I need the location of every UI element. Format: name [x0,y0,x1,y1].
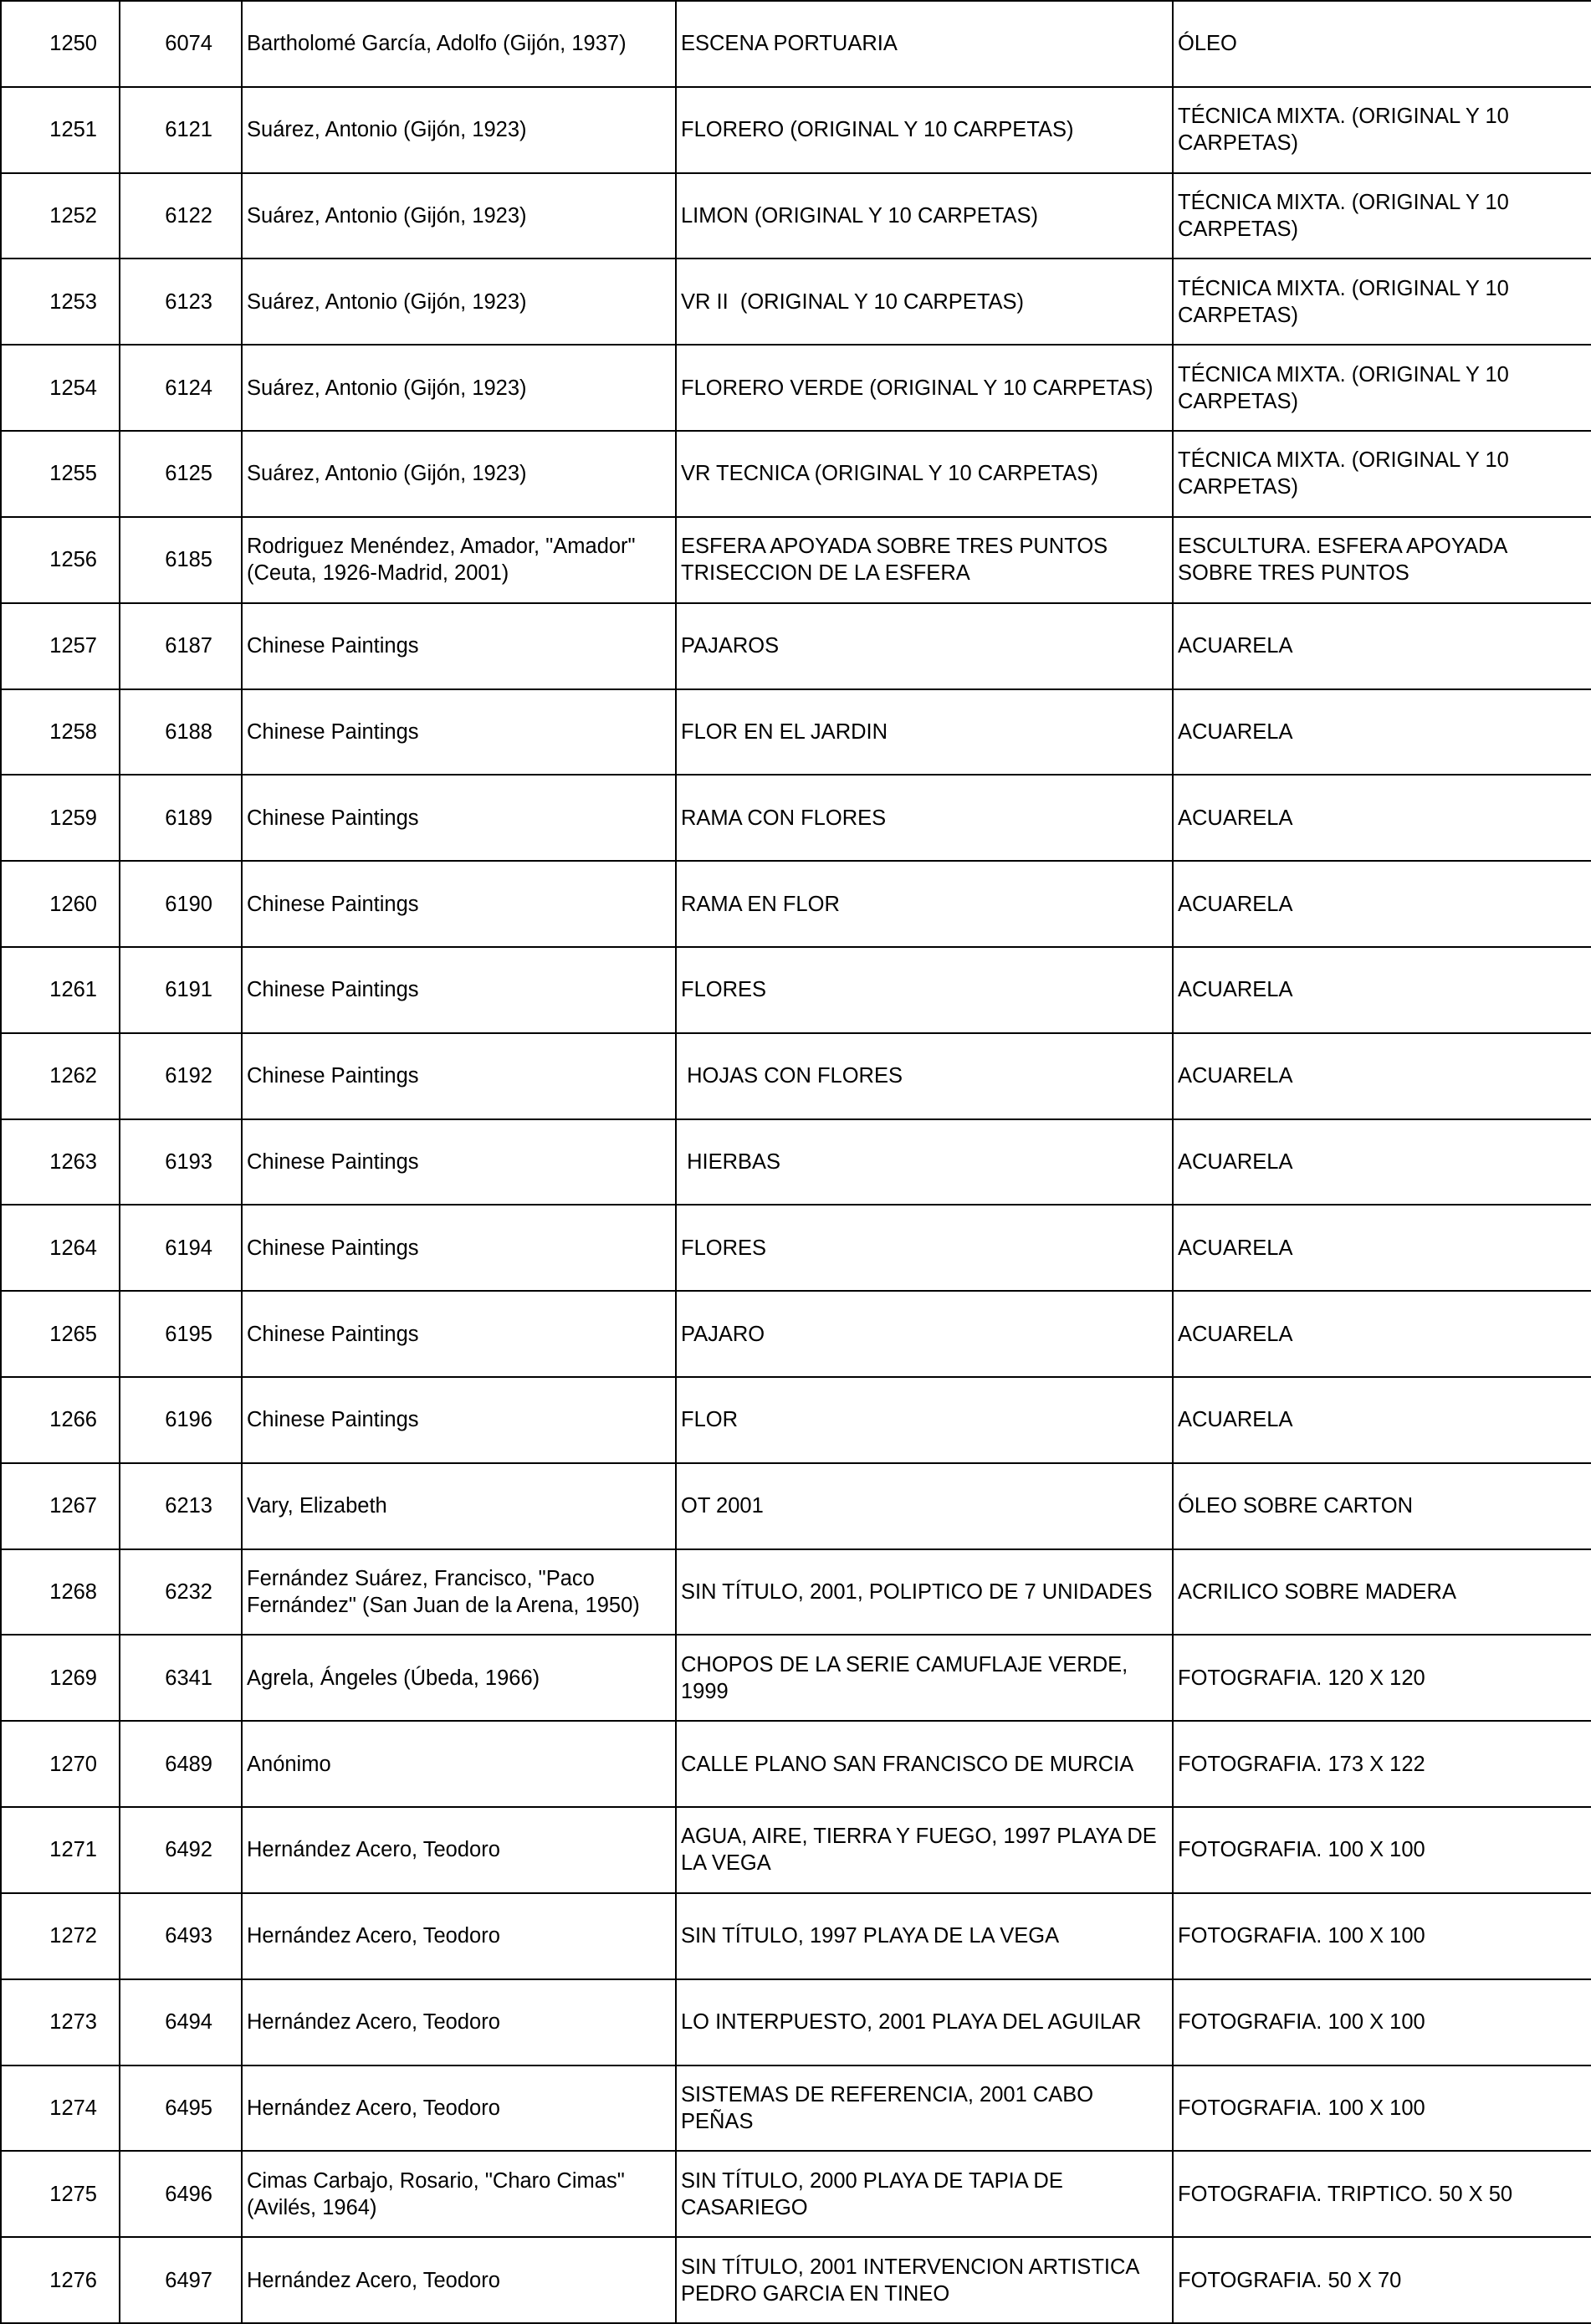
author-cell: Chinese Paintings [242,1119,676,1206]
title-cell: AGUA, AIRE, TIERRA Y FUEGO, 1997 PLAYA DE LA VEGA [676,1807,1173,1893]
register-number-cell: 6489 [120,1721,242,1807]
technique-cell: ACRILICO SOBRE MADERA [1173,1549,1591,1636]
technique-cell: ACUARELA [1173,1291,1591,1377]
register-number-cell: 6122 [120,173,242,259]
catalog-number-cell: 1269 [1,1635,120,1721]
table-row [1,2237,1591,2323]
register-number-cell: 6190 [120,861,242,947]
catalog-number-cell: 1271 [1,1807,120,1893]
register-number-cell: 6341 [120,1635,242,1721]
title-cell: LO INTERPUESTO, 2001 PLAYA DEL AGUILAR [676,1979,1173,2065]
catalog-number-cell: 1266 [1,1377,120,1463]
table-row [1,1549,1591,1636]
table-row [1,1721,1591,1807]
register-number-cell: 6187 [120,603,242,689]
table-row [1,1291,1591,1377]
table-row [1,1979,1591,2065]
author-cell: Chinese Paintings [242,947,676,1033]
catalog-number-cell: 1253 [1,259,120,345]
technique-cell: TÉCNICA MIXTA. (ORIGINAL Y 10 CARPETAS) [1173,259,1591,345]
author-cell: Chinese Paintings [242,1377,676,1463]
technique-cell: TÉCNICA MIXTA. (ORIGINAL Y 10 CARPETAS) [1173,345,1591,431]
register-number-cell: 6121 [120,87,242,173]
author-cell: Cimas Carbajo, Rosario, "Charo Cimas" (Avilés, 1964) [242,2151,676,2237]
catalog-number-cell: 1272 [1,1893,120,1979]
title-cell: OT 2001 [676,1463,1173,1549]
register-number-cell: 6125 [120,431,242,517]
table-row [1,861,1591,947]
technique-cell: ÓLEO SOBRE CARTON [1173,1463,1591,1549]
table-row [1,173,1591,259]
register-number-cell: 6185 [120,517,242,603]
title-cell: SIN TÍTULO, 2000 PLAYA DE TAPIA DE CASARIEGO [676,2151,1173,2237]
author-cell: Hernández Acero, Teodoro [242,2237,676,2323]
register-number-cell: 6213 [120,1463,242,1549]
register-number-cell: 6188 [120,689,242,776]
title-cell: SIN TÍTULO, 2001, POLIPTICO DE 7 UNIDADES [676,1549,1173,1636]
title-cell: SISTEMAS DE REFERENCIA, 2001 CABO PEÑAS [676,2065,1173,2152]
author-cell: Hernández Acero, Teodoro [242,1807,676,1893]
title-cell: VR II (ORIGINAL Y 10 CARPETAS) [676,259,1173,345]
title-cell: ESCENA PORTUARIA [676,1,1173,87]
author-cell: Suárez, Antonio (Gijón, 1923) [242,87,676,173]
register-number-cell: 6494 [120,1979,242,2065]
author-cell: Chinese Paintings [242,861,676,947]
technique-cell: TÉCNICA MIXTA. (ORIGINAL Y 10 CARPETAS) [1173,173,1591,259]
catalog-number-cell: 1262 [1,1033,120,1119]
table-row [1,345,1591,431]
catalog-number-cell: 1254 [1,345,120,431]
catalog-number-cell: 1252 [1,173,120,259]
catalog-number-cell: 1264 [1,1205,120,1291]
catalog-number-cell: 1274 [1,2065,120,2152]
table-row [1,947,1591,1033]
technique-cell: TÉCNICA MIXTA. (ORIGINAL Y 10 CARPETAS) [1173,431,1591,517]
technique-cell: ACUARELA [1173,947,1591,1033]
technique-cell: FOTOGRAFIA. 100 X 100 [1173,1979,1591,2065]
technique-cell: FOTOGRAFIA. 50 X 70 [1173,2237,1591,2323]
table-row [1,517,1591,603]
title-cell: FLORES [676,1205,1173,1291]
register-number-cell: 6195 [120,1291,242,1377]
title-cell: FLORERO VERDE (ORIGINAL Y 10 CARPETAS) [676,345,1173,431]
table-row [1,1635,1591,1721]
technique-cell: ACUARELA [1173,1033,1591,1119]
register-number-cell: 6193 [120,1119,242,1206]
table-row [1,1205,1591,1291]
title-cell: LIMON (ORIGINAL Y 10 CARPETAS) [676,173,1173,259]
title-cell: RAMA CON FLORES [676,775,1173,861]
technique-cell: FOTOGRAFIA. 100 X 100 [1173,2065,1591,2152]
register-number-cell: 6124 [120,345,242,431]
title-cell: HOJAS CON FLORES [676,1033,1173,1119]
catalog-number-cell: 1273 [1,1979,120,2065]
catalog-number-cell: 1267 [1,1463,120,1549]
register-number-cell: 6492 [120,1807,242,1893]
title-cell: CALLE PLANO SAN FRANCISCO DE MURCIA [676,1721,1173,1807]
table-row [1,1033,1591,1119]
table-row [1,2065,1591,2152]
title-cell: PAJARO [676,1291,1173,1377]
author-cell: Rodriguez Menéndez, Amador, "Amador" (Ceuta, 1926-Madrid, 2001) [242,517,676,603]
catalog-number-cell: 1268 [1,1549,120,1636]
catalog-number-cell: 1276 [1,2237,120,2323]
author-cell: Bartholomé García, Adolfo (Gijón, 1937) [242,1,676,87]
table-row [1,1377,1591,1463]
technique-cell: FOTOGRAFIA. 100 X 100 [1173,1893,1591,1979]
table-row [1,259,1591,345]
register-number-cell: 6196 [120,1377,242,1463]
title-cell: ESFERA APOYADA SOBRE TRES PUNTOS TRISECCION DE LA ESFERA [676,517,1173,603]
technique-cell: ACUARELA [1173,689,1591,776]
author-cell: Suárez, Antonio (Gijón, 1923) [242,259,676,345]
author-cell: Suárez, Antonio (Gijón, 1923) [242,173,676,259]
table-row [1,775,1591,861]
table-row [1,1893,1591,1979]
author-cell: Hernández Acero, Teodoro [242,2065,676,2152]
author-cell: Vary, Elizabeth [242,1463,676,1549]
title-cell: PAJAROS [676,603,1173,689]
register-number-cell: 6497 [120,2237,242,2323]
author-cell: Chinese Paintings [242,1205,676,1291]
technique-cell: ESCULTURA. ESFERA APOYADA SOBRE TRES PUNTOS [1173,517,1591,603]
title-cell: FLORES [676,947,1173,1033]
table-row [1,1119,1591,1206]
technique-cell: FOTOGRAFIA. 120 X 120 [1173,1635,1591,1721]
register-number-cell: 6496 [120,2151,242,2237]
author-cell: Suárez, Antonio (Gijón, 1923) [242,345,676,431]
catalog-number-cell: 1261 [1,947,120,1033]
catalog-number-cell: 1255 [1,431,120,517]
catalog-number-cell: 1259 [1,775,120,861]
table-row [1,603,1591,689]
register-number-cell: 6493 [120,1893,242,1979]
technique-cell: ÓLEO [1173,1,1591,87]
title-cell: FLOR EN EL JARDIN [676,689,1173,776]
author-cell: Chinese Paintings [242,775,676,861]
catalog-number-cell: 1270 [1,1721,120,1807]
technique-cell: ACUARELA [1173,603,1591,689]
technique-cell: ACUARELA [1173,1205,1591,1291]
title-cell: FLOR [676,1377,1173,1463]
title-cell: RAMA EN FLOR [676,861,1173,947]
catalog-number-cell: 1256 [1,517,120,603]
register-number-cell: 6232 [120,1549,242,1636]
technique-cell: ACUARELA [1173,1377,1591,1463]
catalog-number-cell: 1265 [1,1291,120,1377]
technique-cell: FOTOGRAFIA. TRIPTICO. 50 X 50 [1173,2151,1591,2237]
register-number-cell: 6074 [120,1,242,87]
register-number-cell: 6191 [120,947,242,1033]
technique-cell: FOTOGRAFIA. 100 X 100 [1173,1807,1591,1893]
author-cell: Chinese Paintings [242,689,676,776]
author-cell: Hernández Acero, Teodoro [242,1979,676,2065]
technique-cell: TÉCNICA MIXTA. (ORIGINAL Y 10 CARPETAS) [1173,87,1591,173]
author-cell: Fernández Suárez, Francisco, "Paco Fernández" (San Juan de la Arena, 1950) [242,1549,676,1636]
table-row [1,1807,1591,1893]
catalog-number-cell: 1260 [1,861,120,947]
technique-cell: ACUARELA [1173,1119,1591,1206]
register-number-cell: 6123 [120,259,242,345]
author-cell: Hernández Acero, Teodoro [242,1893,676,1979]
catalog-number-cell: 1257 [1,603,120,689]
author-cell: Suárez, Antonio (Gijón, 1923) [242,431,676,517]
register-number-cell: 6194 [120,1205,242,1291]
table-row [1,87,1591,173]
title-cell: CHOPOS DE LA SERIE CAMUFLAJE VERDE, 1999 [676,1635,1173,1721]
inventory-body [1,1,1591,2323]
register-number-cell: 6495 [120,2065,242,2152]
author-cell: Anónimo [242,1721,676,1807]
title-cell: FLORERO (ORIGINAL Y 10 CARPETAS) [676,87,1173,173]
catalog-number-cell: 1275 [1,2151,120,2237]
title-cell: SIN TÍTULO, 2001 INTERVENCION ARTISTICA PEDRO GARCIA EN TINEO [676,2237,1173,2323]
catalog-number-cell: 1258 [1,689,120,776]
title-cell: VR TECNICA (ORIGINAL Y 10 CARPETAS) [676,431,1173,517]
author-cell: Chinese Paintings [242,1033,676,1119]
catalog-number-cell: 1263 [1,1119,120,1206]
technique-cell: ACUARELA [1173,861,1591,947]
table-row [1,1,1591,87]
author-cell: Agrela, Ángeles (Úbeda, 1966) [242,1635,676,1721]
author-cell: Chinese Paintings [242,1291,676,1377]
table-row [1,2151,1591,2237]
table-row [1,1463,1591,1549]
title-cell: SIN TÍTULO, 1997 PLAYA DE LA VEGA [676,1893,1173,1979]
author-cell: Chinese Paintings [242,603,676,689]
register-number-cell: 6192 [120,1033,242,1119]
technique-cell: FOTOGRAFIA. 173 X 122 [1173,1721,1591,1807]
register-number-cell: 6189 [120,775,242,861]
catalog-number-cell: 1251 [1,87,120,173]
table-row [1,689,1591,776]
technique-cell: ACUARELA [1173,775,1591,861]
title-cell: HIERBAS [676,1119,1173,1206]
table-row [1,431,1591,517]
catalog-number-cell: 1250 [1,1,120,87]
